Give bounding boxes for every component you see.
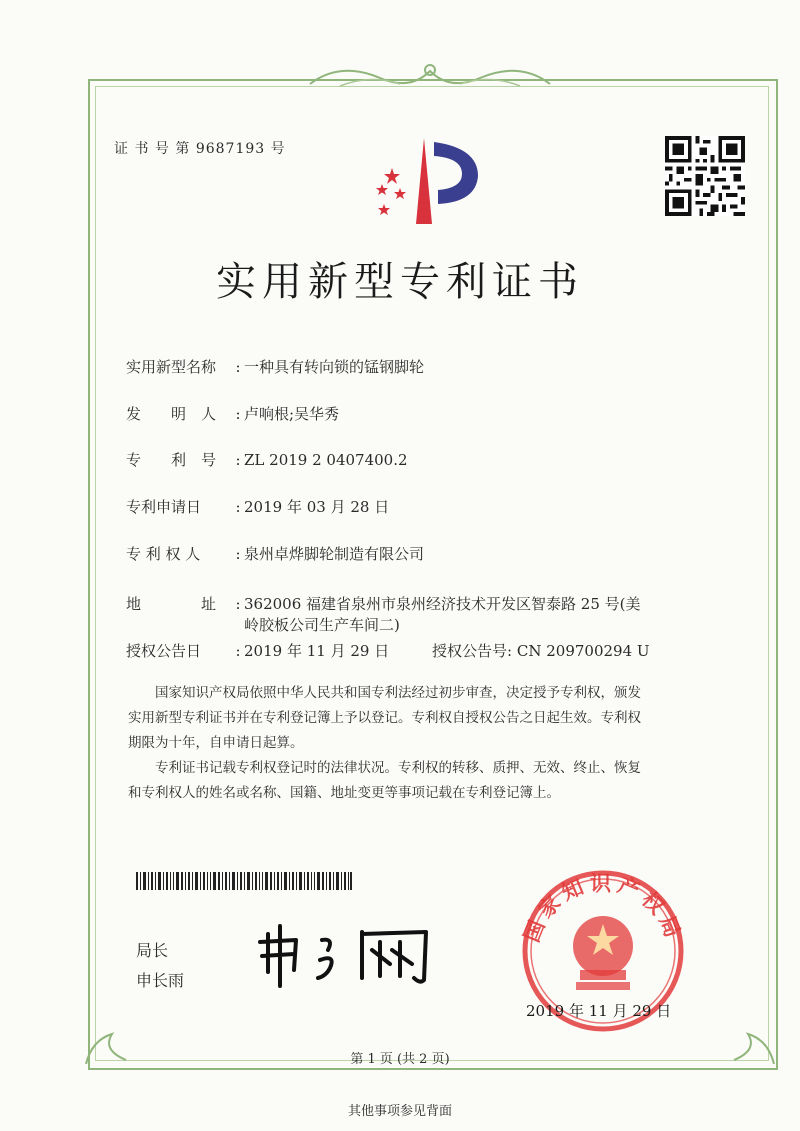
field-row-address: 地 址 : 362006 福建省泉州市泉州经济技术开发区智泰路 25 号(美 — [126, 595, 641, 613]
footer-note: 其他事项参见背面 — [347, 1104, 452, 1119]
field-row-utility-model-name: 实用新型名称 : 一种具有转向锁的锰钢脚轮 — [126, 358, 425, 376]
field-row-inventor: 发 明 人 : 卢响根;吴华秀 — [126, 405, 340, 423]
certificate-number — [114, 138, 286, 158]
page-number: 第 1 页 (共 2 页) — [350, 1052, 450, 1067]
certificate-number-value: 9687193 — [195, 141, 266, 157]
field-label: 专利申请日 — [126, 498, 202, 516]
barcode-icon — [136, 872, 352, 890]
field-label: 实用新型名称 — [126, 358, 217, 376]
field-value: 泉州卓烨脚轮制造有限公司 — [244, 545, 425, 563]
field-value: CN 209700294 U — [516, 642, 650, 660]
field-value: 一种具有转向锁的锰钢脚轮 — [244, 358, 425, 376]
director-name: 申长雨 — [136, 971, 185, 990]
field-value: 2019 年 03 月 28 日 — [244, 498, 390, 516]
field-value: 岭胶板公司生产车间二) — [244, 616, 400, 634]
field-label: 发 明 人 — [126, 405, 217, 423]
field-label: 地 址 — [126, 595, 217, 613]
field-row-patentee: 专 利 权 人 : 泉州卓烨脚轮制造有限公司 — [126, 545, 425, 563]
field-value: 卢响根;吴华秀 — [244, 405, 340, 423]
field-row-application-date: 专利申请日 : 2019 年 03 月 28 日 — [126, 498, 390, 516]
field-row-address-continued — [244, 614, 400, 635]
field-value: 2019 年 11 月 29 日 — [244, 642, 390, 660]
field-row-grant-number: 授权公告号: CN 209700294 U — [432, 642, 650, 660]
top-ornament-icon — [300, 56, 560, 96]
cnipa-logo-icon — [368, 132, 492, 232]
statement-paragraph: 专利证书记载专利权登记时的法律状况。专利权的转移、质押、无效、终止、恢复和专利权人的姓名或名称、国籍、地址变更等事项记载在专利登记簿上。 — [128, 760, 641, 801]
field-label: 授权公告日 — [126, 642, 202, 660]
certificate-number-suffix: 号 — [270, 141, 286, 157]
qr-code-icon — [665, 136, 745, 216]
certificate-number-label: 证 书 号 第 — [114, 141, 191, 157]
field-label: 授权公告号 — [432, 642, 508, 660]
statement-paragraph: 国家知识产权局依照中华人民共和国专利法经过初步审查，决定授予专利权，颁发实用新型专利证书并在专利登记簿上予以登记。专利权自授权公告之日起生效。专利权期限为十年，自申请日起算。 — [128, 685, 641, 751]
field-row-patent-number: 专 利 号 : ZL 2019 2 0407400.2 — [126, 451, 408, 469]
field-label: 专 利 号 — [126, 451, 217, 469]
handwritten-signature — [250, 920, 460, 990]
field-value: ZL 2019 2 0407400.2 — [244, 451, 408, 469]
field-value: 362006 福建省泉州市泉州经济技术开发区智泰路 25 号(美 — [244, 595, 641, 613]
seal-date: 2019 年 11 月 29 日 — [526, 1002, 672, 1020]
director-title: 局长 — [136, 941, 169, 960]
field-label: 专 利 权 人 — [126, 545, 201, 563]
svg-text:国家知识产权局: 国家知识产权局 — [519, 871, 687, 946]
certificate-title: 实用新型专利证书 — [216, 259, 584, 305]
field-row-grant-date: 授权公告日 : 2019 年 11 月 29 日 — [126, 642, 390, 660]
